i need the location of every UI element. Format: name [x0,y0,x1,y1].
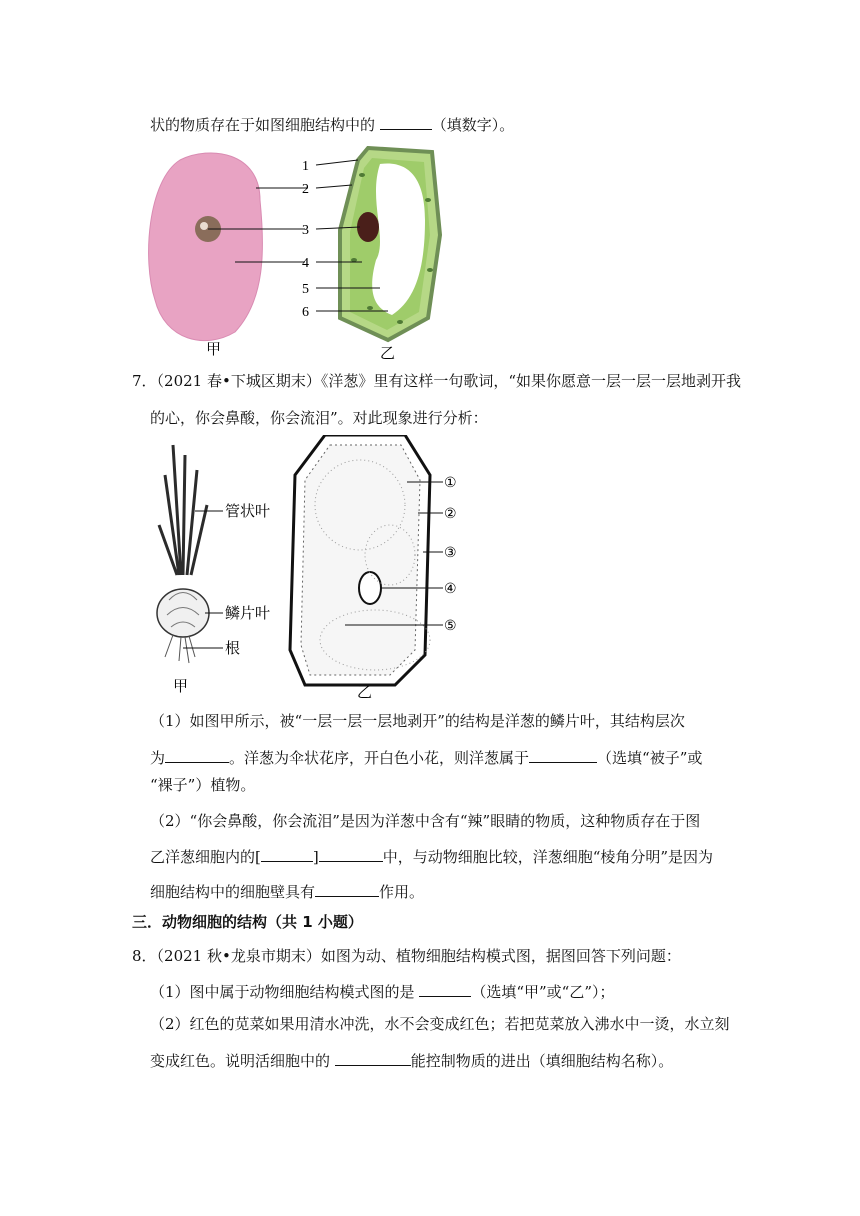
answer-blank-plant-type[interactable] [529,746,597,763]
q7-line1: 7．（2021 春•下城区期末）《洋葱》里有这样一句歌词，“如果你愿意一层一层一层地剥开我 [132,372,742,390]
fig7-label-3: ③ [444,546,457,561]
fig6-label-5: 5 [302,282,309,297]
q7-p1-line1: （1）如图甲所示，被“一层一层一层地剥开”的结构是洋葱的鳞片叶，其结构层次 [150,712,685,730]
q7-p2-text-a: 乙洋葱细胞内的[ [150,848,261,866]
section-3-title: 三．动物细胞的结构（共 1 小题） [132,913,363,931]
q6-cell-figure [140,140,470,365]
fig6-caption-a: 甲 [206,340,222,358]
fig6-caption-b: 乙 [380,344,396,362]
fig6-label-4: 4 [302,256,309,271]
q7-p1-text-a: 为 [150,749,166,767]
fig7-label-2: ② [444,507,457,522]
fig7-label-1: ① [444,476,457,491]
answer-blank-structure-level[interactable] [165,746,229,763]
fig7-caption-a: 甲 [173,677,189,695]
plant-nucleus [357,212,379,242]
q8-line1: 8．（2021 秋•龙泉市期末）如图为动、植物细胞结构模式图，据图回答下列问题： [132,947,681,965]
q7-p2-text-e: 作用。 [379,883,425,901]
fig6-label-2: 2 [302,182,309,197]
animal-cell [149,153,263,341]
answer-blank-number[interactable] [261,845,313,862]
q7-onion-figure [145,435,475,700]
q7-p1-text-c: （选填“被子”或 [597,749,703,767]
q8-p1-text-a: （1）图中属于动物细胞结构模式图的是 [150,983,420,1001]
answer-blank-structure[interactable] [319,845,383,862]
q7-line2: 的心，你会鼻酸，你会流泪”。对此现象进行分析： [150,409,488,427]
q8-p2-line2 [150,1049,673,1071]
q7-p2-text-c: 中，与动物细胞比较，洋葱细胞“棱角分明”是因为 [382,848,714,866]
answer-blank-function[interactable] [315,880,379,897]
fig6-label-1: 1 [302,159,309,174]
q8-p2-line1: （2）红色的苋菜如果用清水冲洗，水不会变成红色；若把苋菜放入沸水中一烫，水立刻 [150,1015,730,1033]
answer-blank-membrane[interactable] [335,1049,411,1066]
q7-p2-bracket: ] [312,848,319,866]
q8-p2-text-b: 能控制物质的进出（填细胞结构名称）。 [410,1052,674,1070]
nucleus-highlight [200,222,208,230]
q7-p2-line1: （2）“你会鼻酸，你会流泪”是因为洋葱中含有“辣”眼睛的物质，这种物质存在于图 [150,812,701,830]
fig6-label-6: 6 [302,305,309,320]
q7-p1-line2 [150,746,702,768]
q7-p2-text-d: 细胞结构中的细胞壁具有 [150,883,316,901]
q8-p1-text-b: （选填“甲”或“乙”）； [471,983,615,1001]
label-tubular-leaf: 管状叶 [225,502,271,520]
onion-cell-membrane [301,445,420,675]
label-scale-leaf: 鳞片叶 [225,604,271,622]
fig7-caption-b: 乙 [357,683,373,700]
answer-blank-animal-cell[interactable] [419,980,471,997]
fig6-label-3: 3 [302,223,309,238]
q6-tail-text: 状的物质存在于如图细胞结构中的 [150,116,380,134]
fig7-label-4: ④ [444,582,457,597]
onion-nucleus [359,572,381,604]
q8-p2-text-a: 变成红色。说明活细胞中的 [150,1052,335,1070]
onion-drawing [157,445,209,663]
q7-p1-line3: “裸子”）植物。 [150,776,256,794]
fig7-label-5: ⑤ [444,619,457,634]
q7-p2-line2 [150,845,713,867]
q7-p2-line3 [150,880,424,902]
q6-tail-suffix: （填数字）。 [431,116,515,134]
q8-p1-line [150,980,615,1002]
label-root: 根 [225,639,241,657]
q6-tail-line [150,113,514,135]
answer-blank[interactable] [380,113,432,130]
q7-p1-text-b: 。洋葱为伞状花序，开白色小花，则洋葱属于 [229,749,530,767]
